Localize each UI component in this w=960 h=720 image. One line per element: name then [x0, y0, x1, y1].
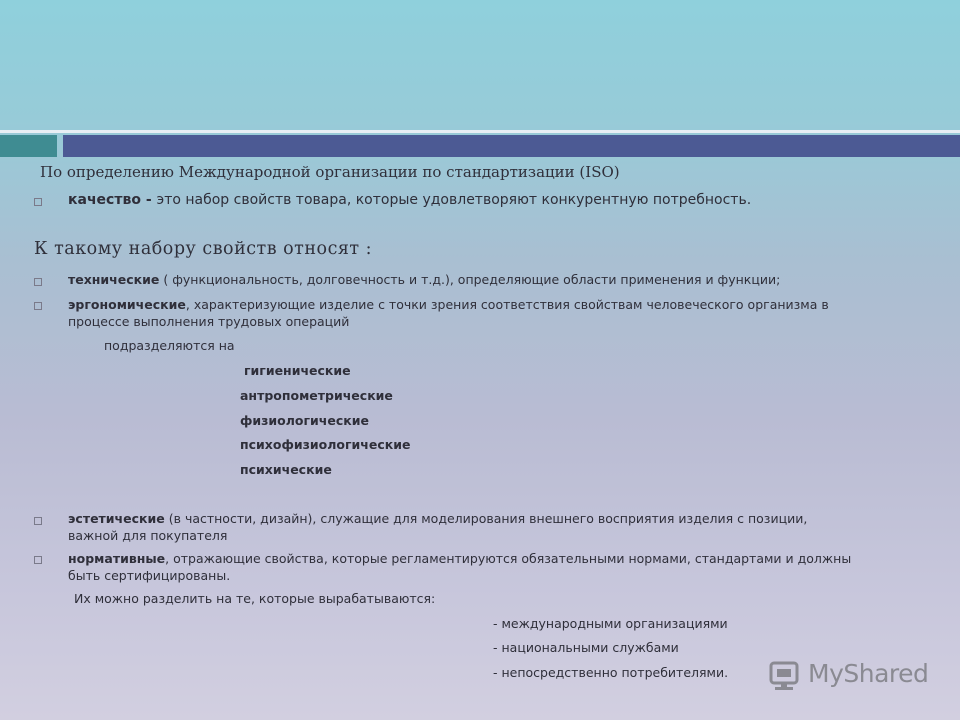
bullet-icon	[34, 198, 42, 206]
subtype-item: психические	[240, 462, 332, 477]
section-heading: К такому набору свойств относят :	[34, 239, 373, 259]
producer-item: - непосредственно потребителями.	[493, 665, 729, 680]
property-description: , характеризующие изделие с точки зрения соответствия свойствам человеческого организма в	[185, 297, 829, 312]
property-item	[68, 297, 829, 312]
watermark-text: MyShared	[808, 659, 929, 688]
header-divider-line	[0, 130, 960, 133]
property-description: (в частности, дизайн), служащие для моделирования внешнего восприятия изделия с позиции,	[164, 511, 808, 526]
producer-item: - международными организациями	[493, 616, 728, 631]
bullet-icon	[34, 556, 42, 564]
producer-item: - национальными службами	[493, 640, 679, 655]
header-band-right	[63, 135, 960, 157]
bullet-icon	[34, 302, 42, 310]
subtype-item: гигиенические	[244, 363, 351, 378]
property-description-cont: быть сертифицированы.	[68, 568, 231, 583]
subtype-item: антропометрические	[240, 388, 393, 403]
bullet-icon	[34, 517, 42, 525]
quality-term: качество -	[68, 192, 157, 208]
property-description-cont: важной для покупателя	[68, 528, 228, 543]
property-item	[68, 511, 807, 526]
subtype-item: физиологические	[240, 413, 369, 428]
property-item	[68, 551, 851, 566]
quality-definition	[68, 192, 751, 208]
property-term: эстетические	[68, 511, 165, 526]
property-item	[68, 272, 780, 287]
subtype-item: психофизиологические	[240, 437, 411, 452]
header-band-left	[0, 135, 57, 157]
subdivided-label: подразделяются на	[104, 338, 235, 353]
divide-note: Их можно разделить на те, которые вырабатываются:	[74, 591, 436, 606]
property-description: ( функциональность, долговечность и т.д.), определяющие области применения и функции;	[159, 272, 781, 287]
property-description: , отражающие свойства, которые регламентируются обязательными нормами, стандартами и должны	[165, 551, 852, 566]
watermark	[768, 657, 928, 693]
bullet-icon	[34, 278, 42, 286]
property-term: эргономические	[68, 297, 186, 312]
quality-text: это набор свойств товара, которые удовлетворяют конкурентную потребность.	[156, 192, 752, 208]
property-term: технические	[68, 272, 160, 287]
myshared-logo-icon	[768, 659, 802, 693]
property-term: нормативные	[68, 551, 166, 566]
intro-text: По определению Международной организации по стандартизации (ISO)	[40, 163, 620, 181]
property-description-cont: процессе выполнения трудовых операций	[68, 314, 350, 329]
